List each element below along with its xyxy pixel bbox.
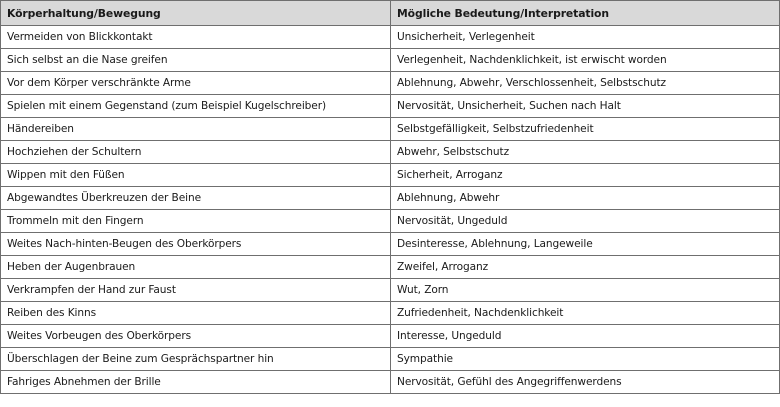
posture-cell: Hochziehen der Schultern	[1, 141, 391, 164]
posture-cell: Weites Vorbeugen des Oberkörpers	[1, 325, 391, 348]
posture-cell: Vermeiden von Blickkontakt	[1, 26, 391, 49]
posture-cell: Fahriges Abnehmen der Brille	[1, 371, 391, 394]
meaning-cell: Zufriedenheit, Nachdenklichkeit	[391, 302, 780, 325]
table-row	[1, 371, 780, 394]
table-row	[1, 187, 780, 210]
table-body	[1, 26, 780, 394]
posture-cell: Weites Nach-hinten-Beugen des Oberkörpers	[1, 233, 391, 256]
meaning-cell: Nervosität, Ungeduld	[391, 210, 780, 233]
table-row	[1, 118, 780, 141]
table-row	[1, 49, 780, 72]
table-row	[1, 164, 780, 187]
meaning-cell: Selbstgefälligkeit, Selbstzufriedenheit	[391, 118, 780, 141]
meaning-cell: Sympathie	[391, 348, 780, 371]
header-meaning: Mögliche Bedeutung/Interpretation	[391, 1, 780, 26]
table-row	[1, 348, 780, 371]
meaning-cell: Abwehr, Selbstschutz	[391, 141, 780, 164]
table-row	[1, 141, 780, 164]
header-row	[1, 1, 780, 26]
meaning-cell: Ablehnung, Abwehr	[391, 187, 780, 210]
meaning-cell: Nervosität, Unsicherheit, Suchen nach Halt	[391, 95, 780, 118]
table-row	[1, 256, 780, 279]
posture-cell: Abgewandtes Überkreuzen der Beine	[1, 187, 391, 210]
meaning-cell: Sicherheit, Arroganz	[391, 164, 780, 187]
meaning-cell: Unsicherheit, Verlegenheit	[391, 26, 780, 49]
posture-cell: Reiben des Kinns	[1, 302, 391, 325]
meaning-cell: Zweifel, Arroganz	[391, 256, 780, 279]
table-row	[1, 233, 780, 256]
meaning-cell: Ablehnung, Abwehr, Verschlossenheit, Selbstschutz	[391, 72, 780, 95]
posture-cell: Wippen mit den Füßen	[1, 164, 391, 187]
table-row	[1, 95, 780, 118]
meaning-cell: Nervosität, Gefühl des Angegriffenwerdens	[391, 371, 780, 394]
meaning-cell: Verlegenheit, Nachdenklichkeit, ist erwischt worden	[391, 49, 780, 72]
table-row	[1, 279, 780, 302]
table-row	[1, 325, 780, 348]
posture-cell: Sich selbst an die Nase greifen	[1, 49, 391, 72]
posture-cell: Heben der Augenbrauen	[1, 256, 391, 279]
header-posture: Körperhaltung/Bewegung	[1, 1, 391, 26]
table-row	[1, 210, 780, 233]
posture-cell: Spielen mit einem Gegenstand (zum Beispiel Kugelschreiber)	[1, 95, 391, 118]
posture-cell: Vor dem Körper verschränkte Arme	[1, 72, 391, 95]
meaning-cell: Desinteresse, Ablehnung, Langeweile	[391, 233, 780, 256]
posture-cell: Trommeln mit den Fingern	[1, 210, 391, 233]
meaning-cell: Wut, Zorn	[391, 279, 780, 302]
posture-cell: Verkrampfen der Hand zur Faust	[1, 279, 391, 302]
table-header	[1, 1, 780, 26]
table-row	[1, 72, 780, 95]
posture-cell: Händereiben	[1, 118, 391, 141]
meaning-cell: Interesse, Ungeduld	[391, 325, 780, 348]
table-row	[1, 302, 780, 325]
table-row	[1, 26, 780, 49]
posture-cell: Überschlagen der Beine zum Gesprächspartner hin	[1, 348, 391, 371]
